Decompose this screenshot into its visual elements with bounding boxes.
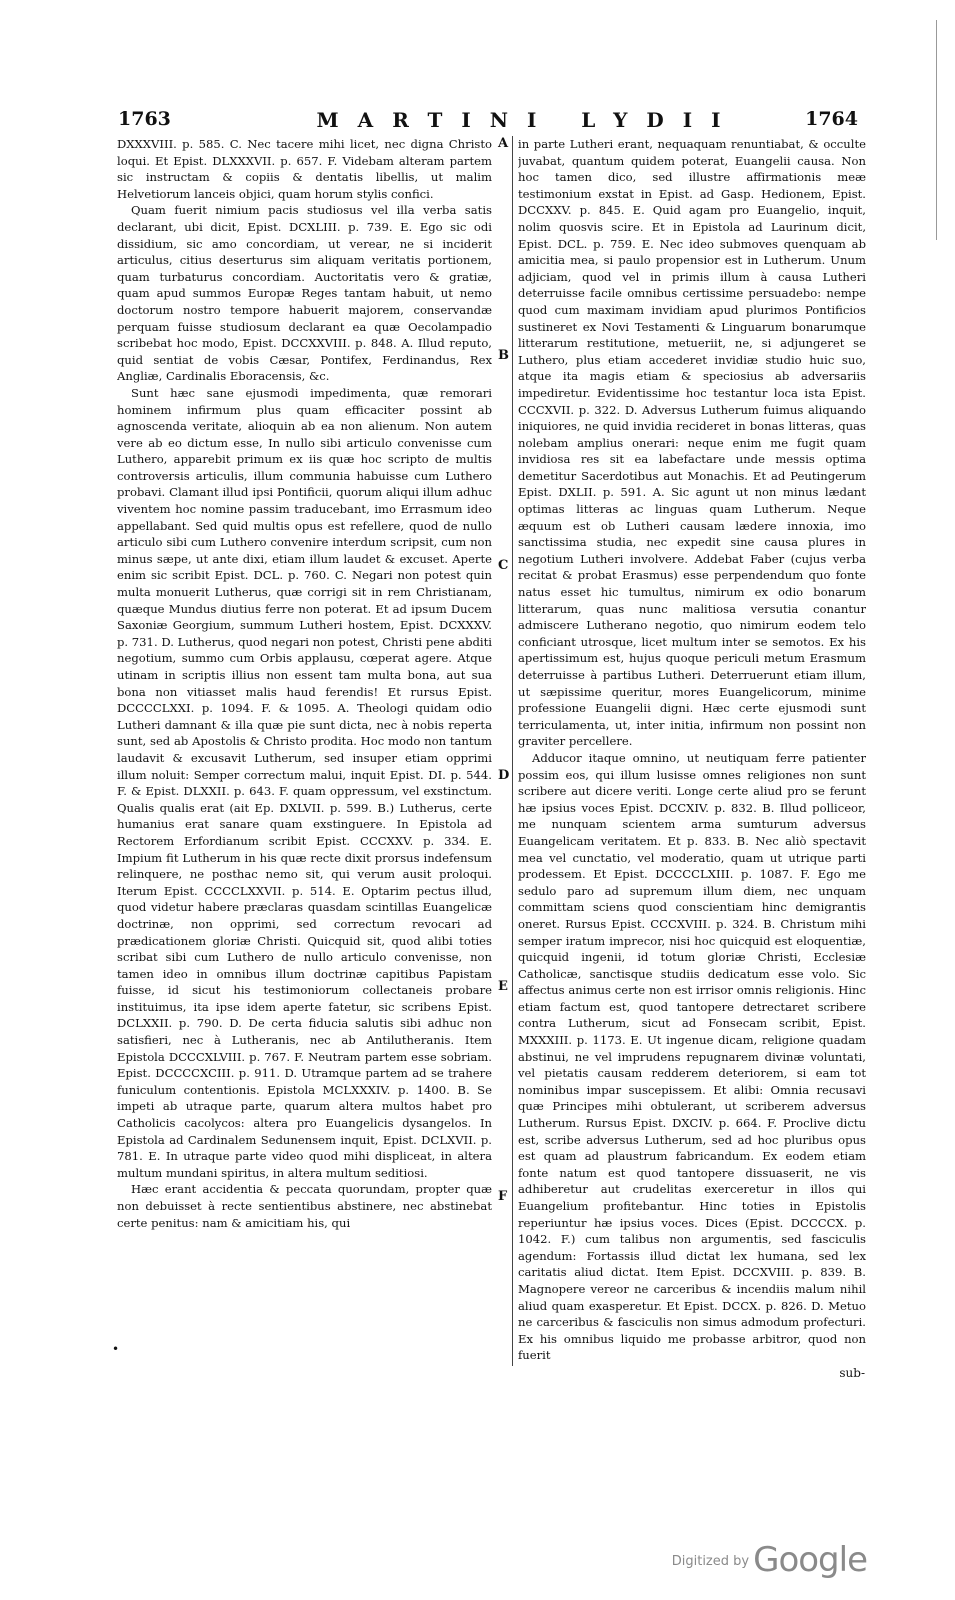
left-paragraph-4: Hæc erant accidentia & peccata quorundam, propter quæ non debuisset à recte sentientibus abstinere, nec abstinebat certe penitus: nam & amicitiam his, qui	[117, 1182, 492, 1230]
left-paragraph-2: Quam fuerit nimium pacis studiosus vel illa verba satis declarant, ubi dicit, Epist. DCXLIII. p. 739. E. Ego sic odi dissidium, sic amo concordiam, ut verear, ne si inciderit articulus, citius deserturus sim aliquam veritatis portionem, quam turbaturus concordiam. Auctoritatis vero & gratiæ, quam apud summos Europæ Reges tantam habuit, ut nemo doctorum nostro tempore habuerit majorem, conservandæ perquam fuisse studiosum declarant ea quæ Oecolampadio scribebat hoc modo, Epist. DCCXXVIII. p. 848. A. Illud reputo, quid sentiat de vobis Cæsar, Pontifex, Ferdinandus, Rex Angliæ, Cardinalis Eboracensis, &c.	[117, 203, 492, 384]
catchword: sub-	[839, 1366, 865, 1380]
google-logo: Google	[753, 1540, 867, 1580]
right-paragraph-1: in parte Lutheri erant, nequaquam renuntiabat, & occulte juvabat, quantum quidem poterat, Euangelii causa. Non hoc tamen dico, sed illustre affirmationis meæ testimonium exstat in Epist. ad Gasp. Hedionem, Epist. DCCXXV. p. 845. E. Quid agam pro Euangelio, inquit, nolim quosvis scire. Et in Epistola ad Laurinum dicit, Epist. DCL. p. 759. E. Nec ideo submoves quenquam ab amicitia mea, si paulo propensior est in Lutherum. Unum adjiciam, quod vel in primis illum à causa Lutheri deterruisse facile omnibus certissime persuadebo: nempe quod cum maximam invidiam apud plurimos Pontificios sustineret ex Novi Testamenti & Linguarum bonarumque litterarum restitutione, metueriit, ne, si adjungeret se Luthero, plus etiam accederet invidiæ studio huic suo, atque ita magis etiam & speciosius ab adversariis impediretur. Evidentissime hoc testantur loca ista Epist. CCCXVII. p. 322. D. Adversus Lutherum fuimus aliquando iniquiores, ne quid invidia recideret in bonas litteras, quas nolebam amplius onerari: neque enim me fugit quam invidiosa res sit ea labefactare unde messis optima demetitur Sacerdotibus aut Monachis. Et ad Peutingerum Epist. DXLII. p. 591. A. Sic agunt ut non minus lædant optimas litteras ac linguas quam Lutherum. Neque æquum est ob Lutheri causam lædere innoxia, imo sanctissima studia, nec expedit sine causa plures in negotium Lutheri involvere. Addebat Faber (cujus verba recitat & probat Erasmus) esse perpendendum quo fonte natus esset hic tumultus, nimirum ex odio bonarum litterarum, quas nunc malitiosa versutia conantur admiscere Lutherano negotio, quo nimirum eodem telo conficiant utrosque, licet multum inter se semotos. Ex his apertissimum est, hujus quoque periculi metum Erasmum deterruisse à partibus Lutheri. Deterruerunt etiam illum, ut sæpissime queritur, mores Euangelicorum, minime professione Euangelii digni. Hæc certe ejusmodi sunt terriculamenta, ut, inter initia, infirmum non possint non graviter percellere.	[518, 137, 866, 749]
margin-dot: •	[112, 1342, 120, 1356]
page-edge-line	[936, 20, 937, 240]
section-letter-d: D	[498, 768, 510, 783]
page-header	[118, 108, 858, 134]
section-letter-a: A	[498, 136, 509, 151]
section-letter-c: C	[498, 558, 509, 573]
left-column	[117, 136, 492, 1361]
running-title: MARTINI LYDII	[316, 108, 740, 132]
page-number-left: 1763	[118, 108, 171, 130]
page-number-right: 1764	[805, 108, 858, 130]
section-letter-f: F	[498, 1189, 508, 1204]
google-watermark	[672, 1540, 867, 1580]
digitized-by-label: Digitized by	[671, 1554, 750, 1569]
section-letter-e: E	[498, 979, 508, 994]
left-paragraph-1: DXXXVIII. p. 585. C. Nec tacere mihi licet, nec digna Christo loqui. Et Epist. DLXXXVII. p. 657. F. Videbam alteram partem sic instructam & copiis & dentatis libellis, ut malim Helvetiorum lanceis objici, quam horum stylis confici.	[117, 137, 492, 201]
section-letters	[496, 136, 514, 1376]
left-paragraph-3: Sunt hæc sane ejusmodi impedimenta, quæ remorari hominem infirmum plus quam efficaciter possint ab agnoscenda veritate, alioquin ab ea non alienum. Non autem vere ab eo dictum esse, In nullo sibi articulo convenisse cum Luthero, apparebit primum ex iis quæ hoc scripto de multis controversis articulis, illum communia habuisse cum Luthero probavi. Clamant illud ipsi Pontificii, quorum aliqui illum adhuc viventem hoc nomine passim traducebant, imo Errasmum ideo appellabant. Sed quid multis opus est refellere, quod de nullo articulo sibi cum Luthero convenire interdum scripsit, cum non minus sæpe, ut ante dixi, etiam illum laudet & excuset. Aperte enim sic scribit Epist. DCL. p. 760. C. Negari non potest quin multa monuerit Lutherus, quæ corrigi sit in rem Christianam, quæque Mundus diutius ferre non poterat. Et ad ipsum Ducem Saxoniæ Georgium, summum Lutheri hostem, Epist. DCXXXV. p. 731. D. Lutherus, quod negari non potest, Christi pene abditi negotium, summo cum Orbis applausu, cœperat agere. Atque utinam in scriptis illius non essent tam multa bona, aut sua bona non vitiasset malis haud ferendis! Et rursus Epist. DCCCCLXXI. p. 1094. F. & 1095. A. Theologi quidam odio Lutheri damnant & illa quæ pie sunt dicta, nec à nobis reperta sunt, sed ab Apostolis & Christo prodita. Hoc modo non tantum laudavit & excusavit Lutherum, sed insuper etiam opprimi illum noluit: Semper correctum malui, inquit Epist. DI. p. 544. F. & Epist. DLXXII. p. 643. F. quam oppressum, vel exstinctum. Qualis qualis erat (ait Ep. DXLVII. p. 599. B.) Lutherus, certe humanius erat sanare quam exstinguere. In Epistola ad Rectorem Erfordianum scribit Epist. CCCXXV. p. 334. E. Impium fit Lutherum in his quæ recte dixit prorsus indefensum relinquere, ne posthac nemo sit, qui verum ausit proloqui. Iterum Epist. CCCCLXXVII. p. 514. E. Optarim pectus illud, quod videtur habere præclaras quasdam scintillas Euangelicæ doctrinæ, non opprimi, sed correctum revocari ad prædicationem gloriæ Christi. Quicquid sit, quod alibi toties scribat sibi cum Luthero de nullo articulo convenisse, non tamen ideo in omnibus illum doctrinæ capitibus Papistam fuisse, id sicut his testimoniorum collectaneis probare instituimus, ita ipse idem aperte fatetur, sic scribens Epist. DCLXXII. p. 790. D. De certa fiducia salutis sibi adhuc non satisfieri, nec à Lutheranis, nec ab Antilutheranis. Item Epistola DCCCXLVIII. p. 767. F. Neutram partem esse sobriam. Epist. DCCCCXCIII. p. 911. D. Utramque partem ad se trahere funiculum contentionis. Epistola MCLXXXIV. p. 1400. B. Se impeti ab utraque parte, quarum altera multos habet pro Catholicis cacolycos: altera pro Euangelicis dysangelos. In Epistola ad Cardinalem Sedunensem inquit, Epist. DCLXVII. p. 781. E. In utraque parte video quod mihi displiceat, in altera multum mundani spiritus, in altera multum seditiosi.	[117, 385, 492, 1180]
section-letter-b: B	[498, 348, 509, 363]
right-paragraph-2: Adducor itaque omnino, ut neutiquam ferre patienter possim eos, qui illum lusisse omnes religiones non sunt scribere aut dicere veriti. Longe certe aliud pro se ferunt hæ ipsius voces Epist. DCCXIV. p. 832. B. Illud polliceor, me nunquam scientem arma sumturum adversus Euangelicam veritatem. Et p. 833. B. Nec aliò spectavit mea vel cunctatio, vel moderatio, quam ut utrique parti prodessem. Et Epist. DCCCCLXIII. p. 1087. F. Ego me sedulo paro ad supremum illum diem, nec unquam committam sciens quod conscientiam hinc demigrantis oneret. Rursus Epist. CCCXVIII. p. 324. B. Christum mihi semper iratum imprecor, nisi hoc quicquid est eloquentiæ, quicquid ingenii, id totum gloriæ Christi, Ecclesiæ Catholicæ, sanctisque studiis dedicatum esse volo. Sic affectus animus certe non est irrisor omnis religionis. Hinc etiam factum est, quod tantopere detrectaret scribere contra Lutherum, sicut ad Fonsecam scribit, Epist. MXXXIII. p. 1173. E. Ut ingenue dicam, religione quadam abstinui, ne vel imprudens repugnarem divinæ voluntati, vel pietatis causam redderem deteriorem, si eam tot nominibus impar suscepissem. Et alibi: Omnia recusavi quæ Principes mihi obtulerant, ut scriberem adversus Lutherum. Rursus Epist. DXCIV. p. 664. F. Proclive dictu est, scribe adversus Lutherum, sed ad hoc pluribus opus est quam ad plaustrum fabricandum. Ex eodem etiam fonte natum est quod tantopere dissuaserit, ne vis adhiberetur aut crudelitas exerceretur in illos qui Euangelium profitebantur. Hinc toties in Epistolis reperiuntur hæ ipsius voces. Dices (Epist. DCCCCX. p. 1042. F.) cum talibus non argumentis, sed fasciculis agendum: Fortassis illud dictat lex humana, sed lex caritatis aliud dictat. Item Epist. DCCXVIII. p. 839. B. Magnopere vereor ne carceribus & incendiis malum nihil aliud quam exasperetur. Et Epist. DCCX. p. 826. D. Metuo ne carceribus & fasciculis non simus admodum profecturi. Ex his omnibus liquido me probasse arbitror, quod non fuerit	[518, 750, 866, 1363]
right-column	[518, 136, 866, 1376]
